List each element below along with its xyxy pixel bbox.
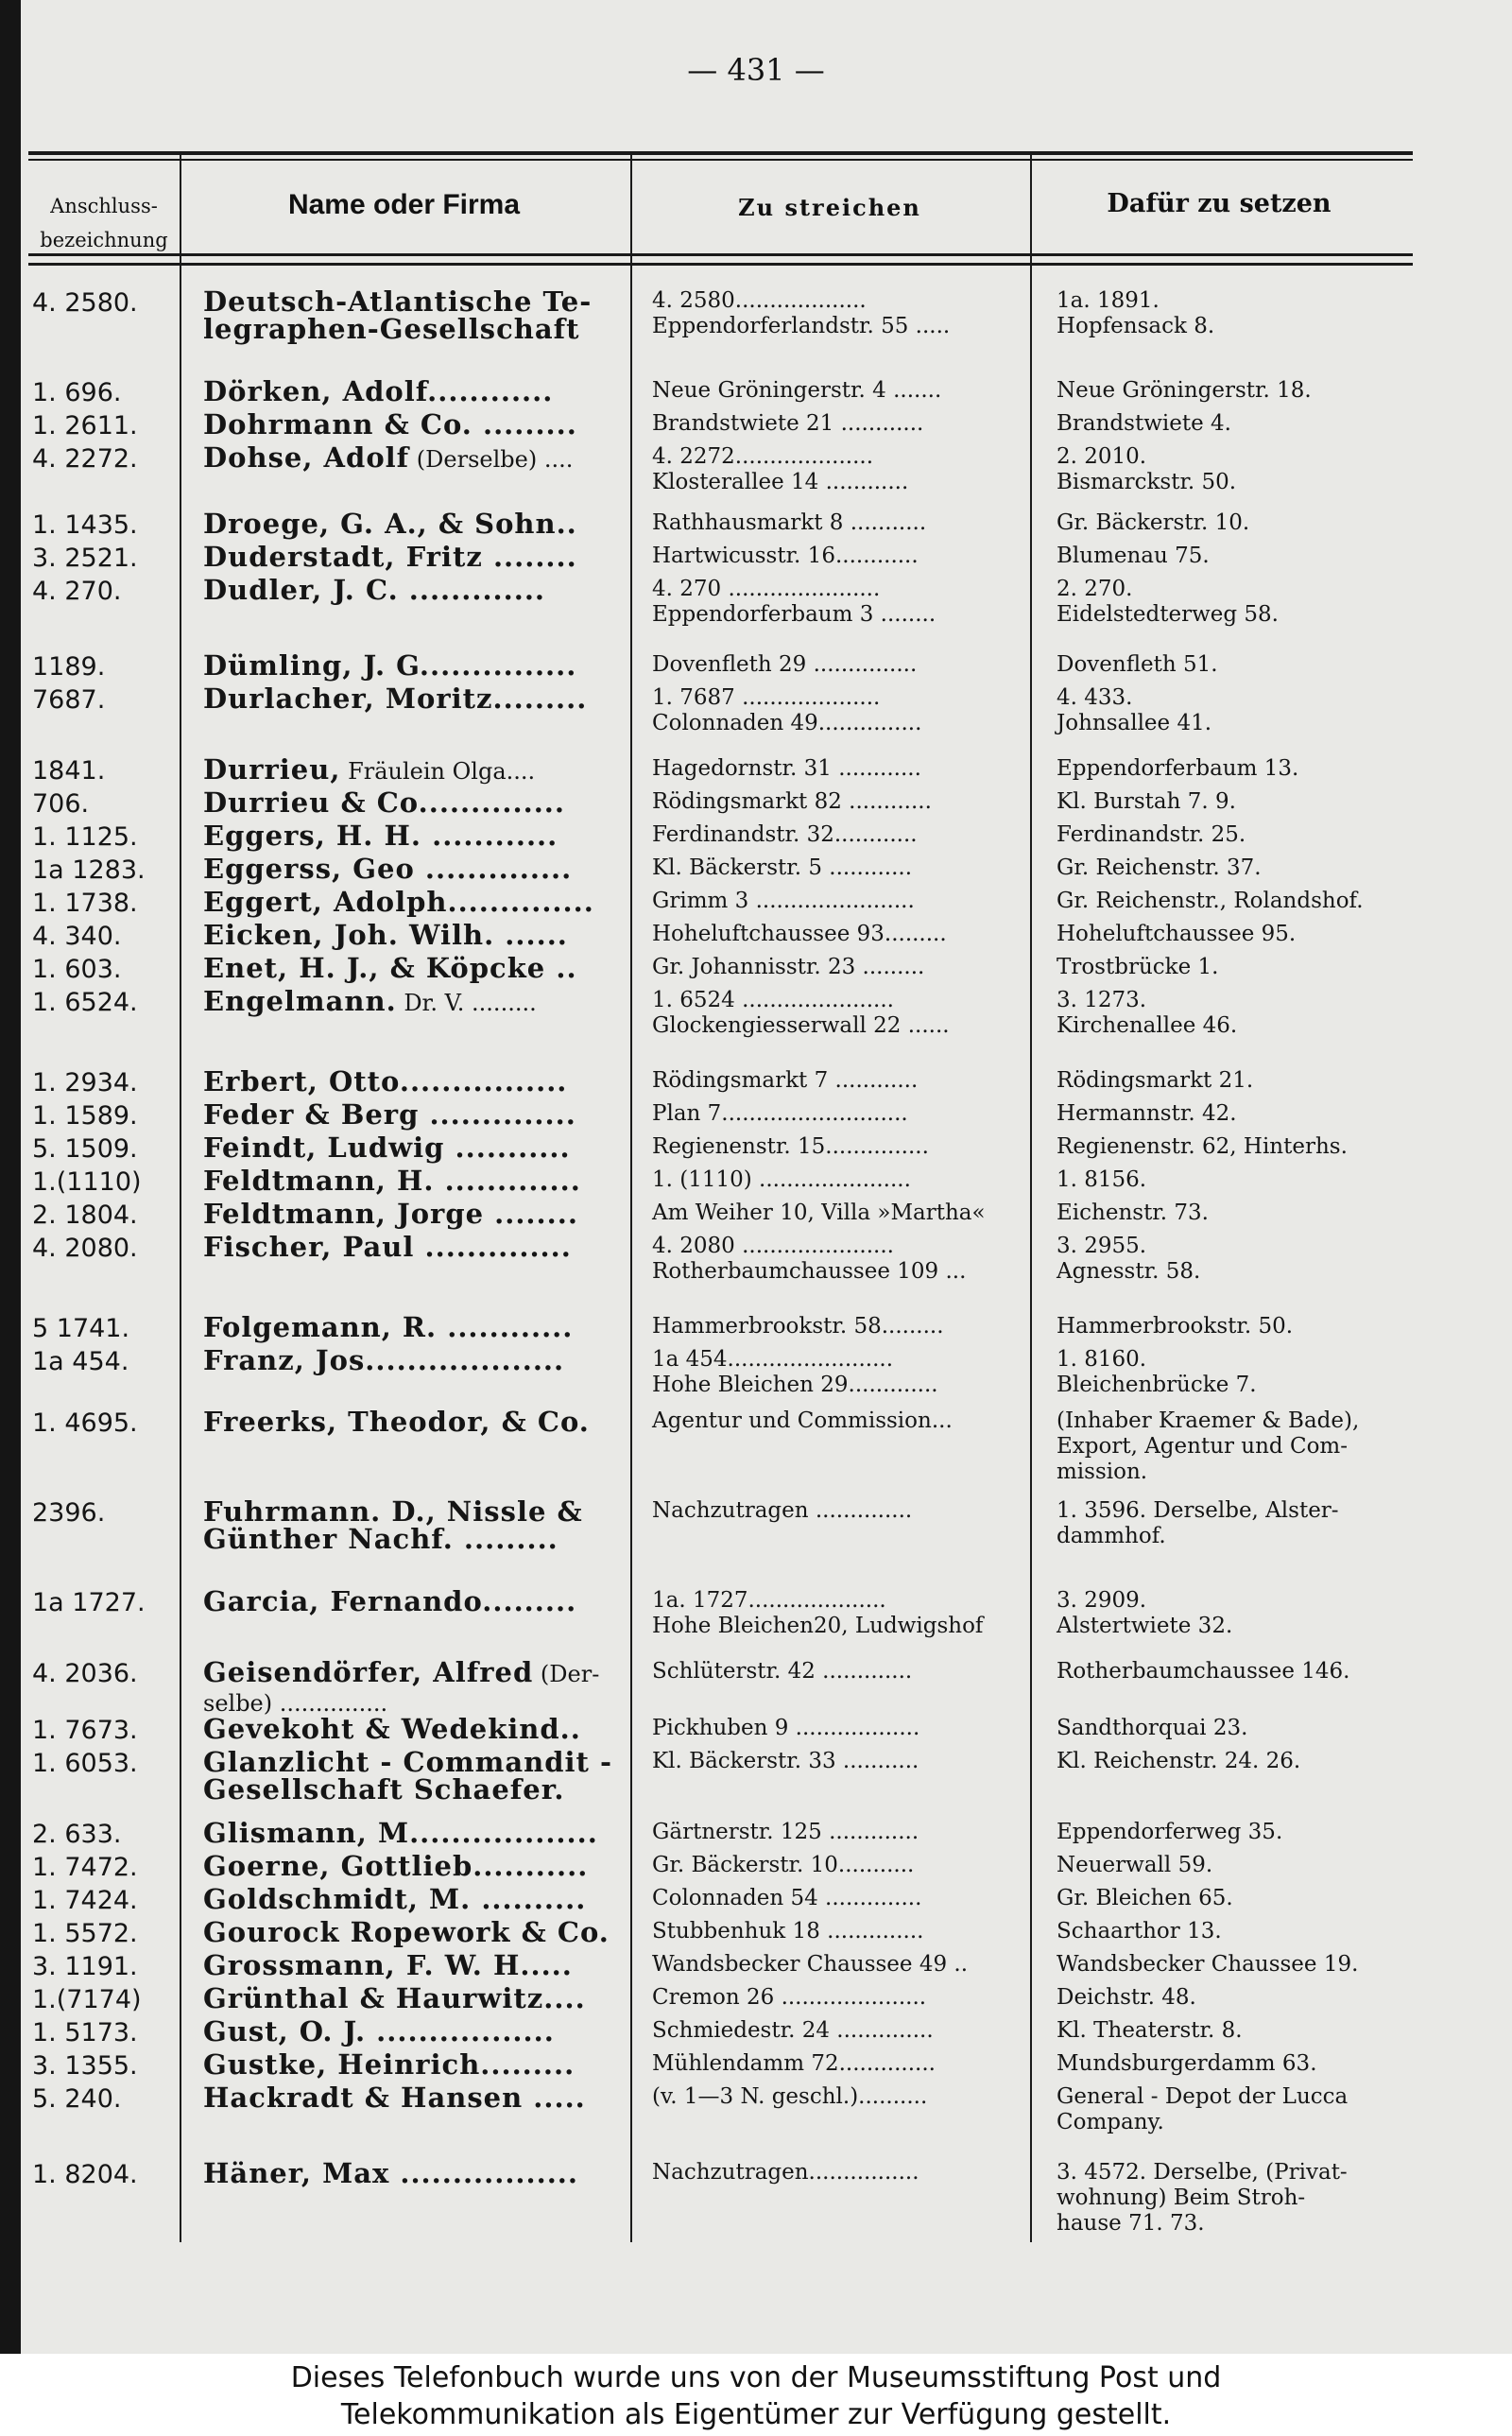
replacement-entry: Gr. Reichenstr. 37. [1057,855,1262,880]
replacement-entry: Dovenfleth 51. [1057,652,1218,677]
subscriber-name [203,1198,638,1230]
subscriber-name-main: Durrieu, [203,753,341,786]
subscriber-name-main: Durrieu & Co.............. [203,786,565,819]
subscriber-name [203,1656,638,1718]
connection-number: 4. 2580. [32,288,138,318]
subscriber-name [203,1982,638,2014]
subscriber-name [203,375,638,407]
header-connection: Anschluss- bezeichnung [40,195,168,251]
strike-entry: 4. 2580................... Eppendorferlandstr. 55 ..... [652,288,951,338]
subscriber-name-main: Feder & Berg .............. [203,1098,576,1131]
subscriber-name-main: Eggers, H. H. ............ [203,820,558,852]
strike-entry: Grimm 3 ....................... [652,889,915,913]
subscriber-name-extra: (Der- selbe) ............... [203,1661,600,1717]
subscriber-name-main: Geisendörfer, Alfred [203,1656,534,1688]
subscriber-name-extra: Fräulein Olga.... [340,758,536,785]
subscriber-name [203,1167,638,1197]
subscriber-name [203,919,638,951]
connection-number: 1. 2611. [32,411,138,441]
subscriber-name [203,649,638,682]
subscriber-name [203,1949,638,1981]
subscriber-name [203,1585,638,1617]
strike-entry: Hammerbrookstr. 58......... [652,1314,944,1339]
subscriber-name-main: Fischer, Paul .............. [203,1231,572,1263]
connection-number: 1189. [32,652,106,682]
strike-entry: Schlüterstr. 42 ............. [652,1659,913,1684]
connection-number: 1. 5173. [32,2018,138,2047]
connection-number: 7687. [32,685,106,715]
replacement-entry: Deichstr. 48. [1057,1985,1196,2010]
subscriber-name [203,786,638,819]
subscriber-name-main: Dümling, J. G............... [203,649,577,682]
connection-number: 1. 696. [32,378,122,407]
page-number: — 431 — [687,52,825,88]
replacement-entry: Wandsbecker Chaussee 19. [1057,1952,1359,1977]
connection-number: 1. 1435. [32,510,138,540]
replacement-entry: 1a. 1891. Hopfensack 8. [1057,288,1215,338]
subscriber-name-main: Dudler, J. C. ............. [203,574,546,606]
connection-number: 706. [32,789,90,819]
subscriber-name [203,1065,638,1097]
replacement-entry: General - Depot der Lucca Company. [1057,2084,1349,2134]
strike-entry: Pickhuben 9 .................. [652,1716,920,1740]
replacement-entry: Sandthorquai 23. [1057,1716,1248,1740]
connection-number: 1. 6053. [32,1749,138,1778]
connection-number: 1a 1283. [32,855,146,885]
connection-number: 1.(7174) [32,1985,142,2014]
strike-entry: 1a. 1727.................... Hohe Bleichen20, Ludwigshof [652,1588,984,1638]
subscriber-name-main: Folgemann, R. ............ [203,1311,574,1343]
strike-entry: Rathhausmarkt 8 ........... [652,510,927,535]
strike-entry: Hoheluftchaussee 93......... [652,922,947,946]
subscriber-name-main: Droege, G. A., & Sohn.. [203,508,577,540]
subscriber-name [203,1231,638,1263]
subscriber-name-main: Gustke, Heinrich......... [203,2048,576,2081]
connection-number: 1. 1738. [32,889,138,918]
subscriber-name-main: Hackradt & Hansen ..... [203,2082,586,2114]
subscriber-name-main: Erbert, Otto................ [203,1065,568,1097]
strike-entry: Colonnaden 54 .............. [652,1886,922,1910]
strike-entry: 4. 2080 ...................... Rotherbaumchaussee 109 ... [652,1234,967,1284]
strike-entry: Kl. Bäckerstr. 5 ............ [652,855,913,880]
replacement-entry: Hoheluftchaussee 95. [1057,922,1297,946]
scan-edge [0,0,21,2354]
subscriber-name-main: Gourock Ropework & Co. [203,1916,610,1948]
connection-number: 1. 7424. [32,1886,138,1915]
connection-number: 3. 1355. [32,2051,138,2081]
replacement-entry: 3. 2909. Alstertwiete 32. [1057,1588,1233,1638]
strike-entry: Gr. Bäckerstr. 10........... [652,1853,915,1877]
top-rule [28,151,1413,155]
subscriber-name-main: Glanzlicht - Commandit - Gesellschaft Schaefer. [203,1746,613,1805]
replacement-entry: Rotherbaumchaussee 146. [1057,1659,1350,1684]
replacement-entry: Hermannstr. 42. [1057,1101,1237,1126]
subscriber-name-main: Gevekoht & Wedekind.. [203,1713,581,1745]
strike-entry: Wandsbecker Chaussee 49 .. [652,1952,969,1977]
subscriber-name [203,1134,638,1164]
replacement-entry: Gr. Bleichen 65. [1057,1886,1233,1910]
replacement-entry: (Inhaber Kraemer & Bade), Export, Agentur und Com- mission. [1057,1408,1360,1484]
replacement-entry: Schaarthor 13. [1057,1919,1222,1944]
connection-number: 1a 454. [32,1347,129,1376]
subscriber-name-main: Eggerss, Geo .............. [203,853,573,885]
replacement-entry: Rödingsmarkt 21. [1057,1068,1254,1093]
replacement-entry: Gr. Reichenstr., Rolandshof. [1057,889,1364,913]
strike-entry: Nachzutragen .............. [652,1498,913,1523]
connection-number: 1. 4695. [32,1408,138,1438]
subscriber-name-main: Gust, O. J. ................. [203,2015,555,2047]
replacement-entry: Gr. Bäckerstr. 10. [1057,510,1250,535]
connection-number: 4. 340. [32,922,122,951]
subscriber-name [203,682,638,715]
strike-entry: Kl. Bäckerstr. 33 ........... [652,1749,919,1773]
connection-number: 4. 2080. [32,1234,138,1263]
subscriber-name-main: Eggert, Adolph.............. [203,886,594,918]
replacement-entry: Ferdinandstr. 25. [1057,822,1246,847]
replacement-entry: 1. 8156. [1057,1167,1147,1192]
replacement-entry: Kl. Reichenstr. 24. 26. [1057,1749,1301,1773]
connection-number: 4. 2272. [32,444,138,474]
subscriber-name [203,2084,638,2114]
strike-entry: Brandstwiete 21 ............ [652,411,924,436]
strike-entry: 4. 2272.................... Klosterallee 14 ............ [652,444,909,494]
replacement-entry: 2. 270. Eidelstedterweg 58. [1057,577,1279,627]
subscriber-name [203,1916,638,1948]
replacement-entry: 1. 8160. Bleichenbrücke 7. [1057,1347,1257,1397]
strike-entry: Neue Gröningerstr. 4 ....... [652,378,942,403]
subscriber-name-main: Dohse, Adolf [203,441,410,474]
subscriber-name-main: Goldschmidt, M. .......... [203,1883,587,1915]
connection-number: 1. 8204. [32,2160,138,2189]
subscriber-name [203,541,638,573]
connection-number: 5. 1509. [32,1134,138,1164]
connection-number: 1.(1110) [32,1167,142,1197]
strike-entry: Schmiedestr. 24 .............. [652,2018,934,2043]
subscriber-name-main: Grünthal & Haurwitz.... [203,1982,586,2014]
subscriber-name-main: Feldtmann, Jorge ........ [203,1198,578,1230]
connection-number: 1. 603. [32,955,122,984]
connection-number: 1. 1125. [32,822,138,852]
strike-entry: Gärtnerstr. 125 ............. [652,1820,919,1844]
strike-entry: Nachzutragen................ [652,2160,919,2185]
replacement-entry: Brandstwiete 4. [1057,411,1231,436]
strike-entry: 1. 6524 ...................... Glockengiesserwall 22 ...... [652,988,950,1038]
header-rule [28,253,1413,256]
strike-entry: 1. (1110) ...................... [652,1167,911,1192]
replacement-entry: Trostbrücke 1. [1057,955,1219,979]
connection-number: 5. 240. [32,2084,122,2114]
strike-entry: Gr. Johannisstr. 23 ......... [652,955,925,979]
connection-number: 5 1741. [32,1314,130,1343]
connection-number: 1. 7472. [32,1853,138,1882]
subscriber-name [203,1408,638,1438]
strike-entry: (v. 1—3 N. geschl.).......... [652,2084,928,2109]
connection-number: 3. 1191. [32,1952,138,1981]
strike-entry: Mühlendamm 72.............. [652,2051,936,2076]
subscriber-name [203,985,638,1017]
connection-number: 1. 1589. [32,1101,138,1131]
header-strike: Zu streichen [738,194,921,221]
strike-entry: Hagedornstr. 31 ............ [652,756,921,781]
subscriber-name-main: Goerne, Gottlieb........... [203,1850,589,1882]
strike-entry: Hartwicusstr. 16............ [652,544,919,568]
strike-entry: Plan 7........................... [652,1101,908,1126]
subscriber-name-main: Engelmann. [203,985,397,1017]
subscriber-name [203,2048,638,2081]
replacement-entry: Kl. Burstah 7. 9. [1057,789,1236,814]
strike-entry: Dovenfleth 29 ............... [652,652,918,677]
replacement-entry: 3. 2955. Agnesstr. 58. [1057,1234,1201,1284]
connection-number: 2396. [32,1498,106,1528]
connection-number: 1. 7673. [32,1716,138,1745]
subscriber-name-main: Feindt, Ludwig ........... [203,1132,571,1164]
connection-number: 3. 2521. [32,544,138,573]
connection-number: 2. 1804. [32,1201,138,1230]
connection-number: 1841. [32,756,106,786]
connection-number: 4. 2036. [32,1659,138,1688]
replacement-entry: Kl. Theaterstr. 8. [1057,2018,1243,2043]
strike-entry: Stubbenhuk 18 .............. [652,1919,924,1944]
replacement-entry: Eppendorferbaum 13. [1057,756,1299,781]
subscriber-name [203,952,638,984]
subscriber-name-main: Dörken, Adolf............ [203,375,554,407]
subscriber-name [203,1098,638,1131]
strike-entry: 1. 7687 .................... Colonnaden 49............... [652,685,922,735]
subscriber-name [203,1311,638,1343]
subscriber-name [203,1495,638,1555]
subscriber-name [203,855,638,885]
subscriber-name-main: Feldtmann, H. ............. [203,1165,581,1197]
connection-number: 4. 270. [32,577,122,606]
subscriber-name [203,886,638,918]
replacement-entry: 3. 1273. Kirchenallee 46. [1057,988,1238,1038]
subscriber-name [203,408,638,441]
footer-note: Dieses Telefonbuch wurde uns von der Museumsstiftung Post und Telekommunikation als Eigentümer zur Verfügung gestellt. [0,2354,1512,2436]
subscriber-name-main: Duderstadt, Fritz ........ [203,541,577,573]
subscriber-name-main: Enet, H. J., & Köpcke .. [203,952,577,984]
connection-number: 1a 1727. [32,1588,146,1617]
strike-entry: 1a 454........................ Hohe Bleichen 29............. [652,1347,938,1397]
connection-number: 1. 6524. [32,988,138,1017]
replacement-entry: Eppendorferweg 35. [1057,1820,1283,1844]
top-rule-thin [28,159,1413,161]
strike-entry: Regienenstr. 15............... [652,1134,929,1159]
strike-entry: 4. 270 ...................... Eppendorferbaum 3 ........ [652,577,936,627]
subscriber-name-main: Dohrmann & Co. ......... [203,408,577,441]
strike-entry: Rödingsmarkt 82 ............ [652,789,932,814]
replacement-entry: Blumenau 75. [1057,544,1210,568]
subscriber-name [203,285,638,345]
connection-number: 1. 5572. [32,1919,138,1948]
replacement-entry: 4. 433. Johnsallee 41. [1057,685,1212,735]
subscriber-name [203,1746,638,1805]
subscriber-name [203,1713,638,1745]
replacement-entry: Eichenstr. 73. [1057,1201,1209,1225]
replacement-entry: 3. 4572. Derselbe, (Privat- wohnung) Beim Stroh- hause 71. 73. [1057,2160,1348,2236]
header-set: Dafür zu setzen [1107,189,1332,218]
replacement-entry: Mundsburgerdamm 63. [1057,2051,1317,2076]
subscriber-name [203,753,638,786]
strike-entry: Agentur und Commission... [652,1408,953,1433]
replacement-entry: 1. 3596. Derselbe, Alster- dammhof. [1057,1498,1339,1548]
subscriber-name [203,1344,638,1376]
replacement-entry: Hammerbrookstr. 50. [1057,1314,1294,1339]
header-rule-second [28,263,1413,266]
subscriber-name-main: Deutsch-Atlantische Te- legraphen-Gesellschaft [203,285,593,345]
subscriber-name-main: Durlacher, Moritz......... [203,682,588,715]
subscriber-name-main: Franz, Jos................... [203,1344,565,1376]
subscriber-name-main: Glismann, M.................. [203,1817,598,1849]
subscriber-name-main: Freerks, Theodor, & Co. [203,1406,590,1438]
subscriber-name-extra: (Derselbe) .... [409,446,574,473]
subscriber-name [203,441,638,474]
replacement-entry: Neuerwall 59. [1057,1853,1213,1877]
strike-entry: Cremon 26 ..................... [652,1985,927,2010]
subscriber-name [203,1817,638,1849]
subscriber-name [203,510,638,540]
subscriber-name [203,574,638,606]
subscriber-name-main: Garcia, Fernando......... [203,1585,577,1617]
subscriber-name [203,2015,638,2047]
subscriber-name-extra: Dr. V. ......... [396,990,537,1016]
subscriber-name-main: Häner, Max ................. [203,2157,578,2189]
header-name: Name oder Firma [287,189,521,220]
subscriber-name-main: Eicken, Joh. Wilh. ...... [203,919,568,951]
replacement-entry: Neue Gröningerstr. 18. [1057,378,1312,403]
replacement-entry: 2. 2010. Bismarckstr. 50. [1057,444,1237,494]
subscriber-name-main: Fuhrmann. D., Nissle & Günther Nachf. ......... [203,1495,583,1555]
connection-number: 1. 2934. [32,1068,138,1097]
connection-number: 2. 633. [32,1820,122,1849]
subscriber-name [203,1850,638,1882]
replacement-entry: Regienenstr. 62, Hinterhs. [1057,1134,1348,1159]
subscriber-name [203,2157,638,2189]
strike-entry: Rödingsmarkt 7 ............ [652,1068,919,1093]
subscriber-name-main: Grossmann, F. W. H..... [203,1949,573,1981]
strike-entry: Ferdinandstr. 32............ [652,822,918,847]
subscriber-name [203,1883,638,1915]
subscriber-name [203,822,638,852]
strike-entry: Am Weiher 10, Villa »Martha« [652,1201,986,1225]
